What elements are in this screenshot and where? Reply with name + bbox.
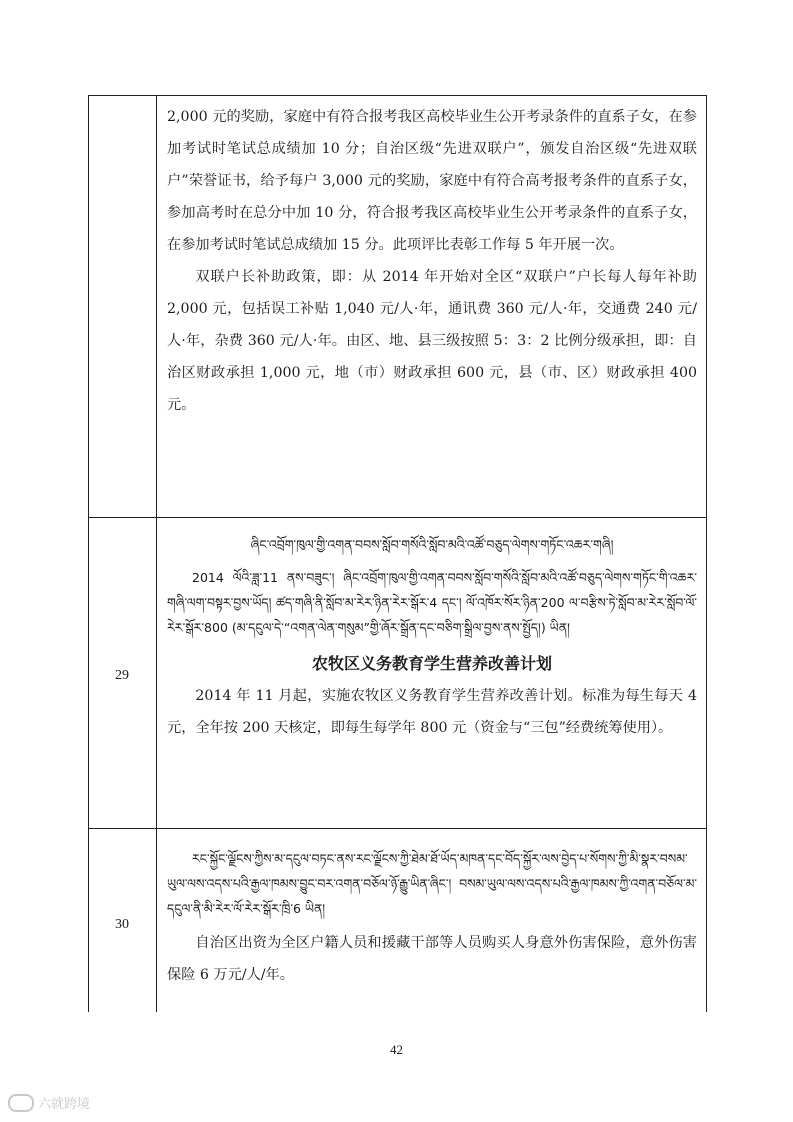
table-right-border — [706, 95, 707, 1012]
watermark-text: 六就跨境 — [38, 1097, 91, 1112]
table-divider — [156, 95, 157, 1012]
paragraph: 2,000 元的奖励，家庭中有符合报考我区高校毕业生公开考录条件的直系子女，在参加考试时笔试总成绩加 10 分；自治区级“先进双联户”，颁发自治区级“先进双联户”荣誉证书，给予每户 3,000 元的奖励，家庭中有符合高考报考条件的直系子女，参加高考时在总分中加 10 分，符合报考我区高校毕业生公开考录条件的直系子女，在参加考试时笔试总成绩加 15 分。此项评比表彰工作每 5 年开展一次。 — [167, 109, 697, 253]
section-title: 农牧区义务教育学生营养改善计划 — [311, 654, 552, 673]
row-29-content — [167, 532, 697, 744]
row-separator — [88, 517, 707, 518]
tibetan-title: ཞིང་འབྲོག་ཁུལ་གྱི་འགན་བབས་སློབ་གསོའི་སློབ་མའི་འཚོ་བཅུད་ལེགས་གཏོང་འཆར་གཞི། — [250, 537, 614, 552]
paragraph: 自治区出资为全区户籍人员和援藏干部等人员购买人身意外伤害保险，意外伤害保险 6 万元/人/年。 — [167, 935, 697, 983]
tibetan-paragraph: 2014 ལོའི་ཟླ་11 ནས་བཟུང་། ཞིང་འབྲོག་ཁུལ་གྱི་འགན་བབས་སློབ་གསོའི་སློབ་མའི་འཚོ་བཅུད་ལེགས་གཏོང་གི་འཆར་གཞི་ལག་བསྟར་བྱས་ཡོད། ཚད་གཞི་ནི་སློབ་མ་རེར་ཉིན་རེར་སྒོར་4 དང་། ལོ་འཁོར་སོར་ཉིན་200 ལ་བརྩིས་ཏེ་སློབ་མ་རེར་སློབ་ལོ་རེར་སྒོར་800 (མ་དངུལ་དེ་“འགན་ལེན་གསུམ”གྱི་ཞོར་སྒྲོན་དང་བཅིག་སྒྲིལ་བྱས་ནས་སྤྱོད།) ཡིན། — [167, 570, 697, 635]
row-number: 30 — [115, 917, 129, 932]
tibetan-paragraph: རང་སྐྱོང་ལྗོངས་ཀྱིས་མ་དངུལ་བཏང་ནས་རང་ལྗོངས་ཀྱི་ཐེམ་ཐོ་ཡོད་མཁན་དང་བོད་སྐྱོར་ལས་བྱེད་པ་སོགས་ཀྱི་མི་སྣར་བསམ་ཡུལ་ལས་འདས་པའི་རྒྱལ་ཁམས་བྱུང་བར་འགན་བཅོལ་ཉོ་རྒྱུ་ཡིན་ཞིང་། བསམ་ཡུལ་ལས་འདས་པའི་རྒྱལ་ཁམས་ཀྱི་འགན་བཅོལ་མ་དངུལ་ནི་མི་རེར་ལོ་རེར་སྒོར་ཁྲི་6 ཡིན། — [167, 851, 697, 916]
watermark — [8, 1093, 90, 1112]
paragraph: 2014 年 11 月起，实施农牧区义务教育学生营养改善计划。标准为每生每天 4 元，全年按 200 天核定，即每生每学年 800 元（资金与“三包”经费统筹使用）。 — [167, 688, 697, 736]
row-continuation-content — [167, 101, 697, 421]
watermark-logo-icon — [8, 1094, 34, 1112]
paragraph: 双联户长补助政策，即：从 2014 年开始对全区“双联户”户长每人每年补助 2,000 元，包括误工补贴 1,040 元/人·年，通讯费 360 元/人·年，交通费 240 元/人·年，杂费 360 元/人·年。由区、地、县三级按照 5：3：2 比例分级承担，即：自治区财政承担 1,000 元，地（市）财政承担 600 元，县（市、区）财政承担 400 元。 — [167, 269, 697, 413]
row-30-content — [167, 846, 697, 991]
page-number: 42 — [390, 1042, 403, 1057]
row-separator — [88, 828, 707, 829]
row-number: 29 — [115, 668, 129, 683]
table-left-border — [88, 95, 89, 1012]
table-top-border — [88, 95, 707, 96]
